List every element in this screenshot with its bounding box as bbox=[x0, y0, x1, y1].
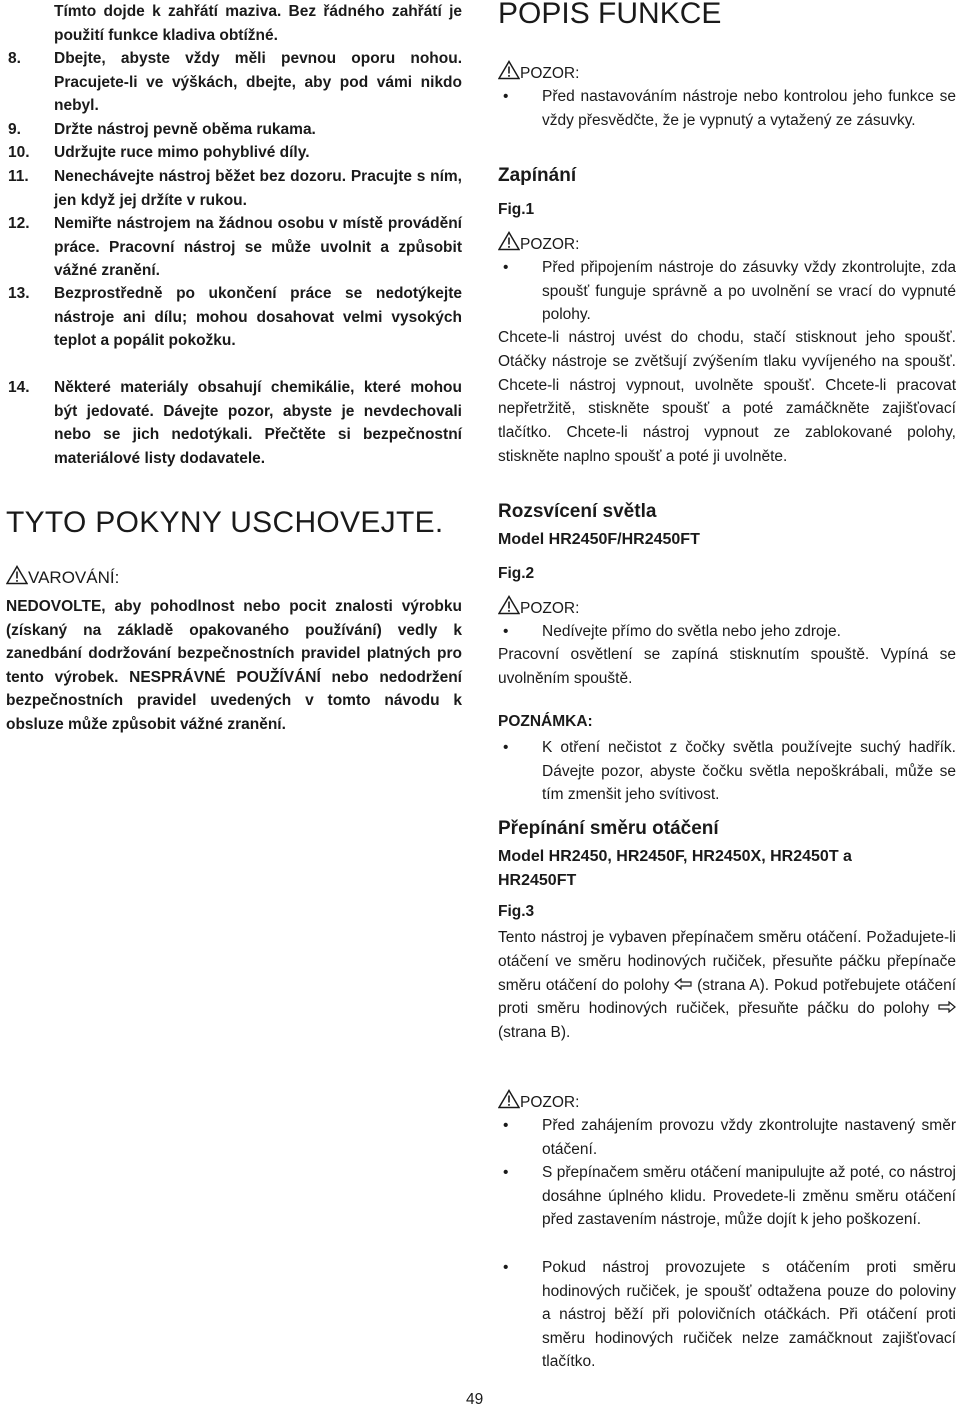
caution-heading bbox=[498, 595, 579, 620]
bullet-text: K otření nečistot z čočky světla používejte suchý hadřík. Dávejte pozor, abyste čočku světla nepoškrábali, může se tím zmenšit jeho svítivost. bbox=[542, 739, 956, 803]
warning-icon bbox=[498, 595, 520, 615]
bullet-text: Nedívejte přímo do světla nebo jeho zdroje. bbox=[542, 623, 841, 640]
warning-text: NEDOVOLTE, aby pohodlnost nebo pocit znalosti výrobku (získaný na základě opakovaného používání) vedly k zanedbání dodržování bezpečnostních pravidel platných pro tento výrobek. NESPRÁVNÉ POUŽÍVÁNÍ nebo nedodržení bezpečnostních pravidel uvedených v tomto návodu k obsluze může způsobit vážné zranění. bbox=[6, 598, 462, 733]
figure-ref: Fig.1 bbox=[498, 201, 535, 218]
reverse-model: Model HR2450, HR2450F, HR2450X, HR2450T a HR2450FT bbox=[498, 848, 852, 889]
reverse-text bbox=[498, 926, 956, 1045]
item-text: Bezprostředně po ukončení práce se nedotýkejte nástroje ani dílu; mohou dosahovat velmi vysokých teplot a popálit pokožku. bbox=[54, 285, 462, 349]
caution-label: POZOR: bbox=[520, 65, 580, 82]
bullet-text: S přepínačem směru otáčení manipulujte až poté, co nástroj dosáhne úplného klidu. Provedete-li změnu směru otáčení před zastavením nástroje, může dojít k jeho poškození. bbox=[542, 1164, 956, 1228]
item-text: Nenechávejte nástroj běžet bez dozoru. Pracujte s ním, jen když jej držíte v rukou. bbox=[54, 168, 462, 209]
bullet: • bbox=[503, 1259, 509, 1276]
item-number: 13. bbox=[8, 285, 30, 302]
warning-label: VAROVÁNÍ: bbox=[28, 568, 120, 587]
bullet: • bbox=[503, 739, 509, 756]
bullet: • bbox=[503, 1164, 509, 1181]
caution-heading bbox=[498, 231, 579, 256]
bullet: • bbox=[503, 88, 509, 105]
warning-icon bbox=[498, 60, 520, 80]
warning-icon bbox=[498, 1089, 520, 1109]
bullet: • bbox=[503, 1117, 509, 1134]
reverse-text-a: Tento nástroj je vybaven přepínačem směru otáčení. Požadujete-li otáčení ve směru hodinových ručiček, přesuňte páčku přepínače směru otáčení do polohy bbox=[498, 929, 956, 994]
item-number: 11. bbox=[8, 168, 29, 185]
item-text: Držte nástroj pevně oběma rukama. bbox=[54, 121, 316, 138]
bullet-text: Pokud nástroj provozujete s otáčením proti směru hodinových ručiček, je spoušť odtažena pouze do poloviny a nástroj běží při polovičních otáčkách. Při otáčení proti směru hodinových ručiček nelze zamáčknout zajišťovací tlačítko. bbox=[542, 1259, 956, 1370]
item-number: 10. bbox=[8, 144, 30, 161]
bullet-text: Před nastavováním nástroje nebo kontrolou jeho funkce se vždy přesvědčte, že je vypnutý a vytažený ze zásuvky. bbox=[542, 88, 956, 129]
page-number: 49 bbox=[466, 1391, 484, 1408]
bullet-text: Před zahájením provozu vždy zkontrolujte nastavený směr otáčení. bbox=[542, 1117, 956, 1158]
reverse-heading: Přepínání směru otáčení bbox=[498, 818, 719, 839]
warning-icon bbox=[6, 565, 28, 585]
arrow-right-icon bbox=[938, 1001, 956, 1013]
caution-label: POZOR: bbox=[520, 600, 580, 617]
caution-heading bbox=[498, 60, 579, 85]
switch-text: Chcete-li nástroj uvést do chodu, stačí stisknout jeho spoušť. Otáčky nástroje se zvětšují zvýšením tlaku vyvíjeného na spoušť. Chcete-li nástroj vypnout, uvolněte spoušť. Chcete-li pracovat nepřetržitě, stiskněte spoušť a poté zamáčkněte zajišťovací tlačítko. Chcete-li nástroj vypnout ze zablokované polohy, stiskněte naplno spoušť a poté ji uvolněte. bbox=[498, 329, 956, 465]
light-text: Pracovní osvětlení se zapíná stisknutím spouště. Vypíná se uvolněním spouště. bbox=[498, 646, 956, 687]
bullet-text: Před připojením nástroje do zásuvky vždy zkontrolujte, zda spoušť funguje správně a po uvolnění se vrací do vypnuté polohy. bbox=[542, 259, 956, 323]
item-number: 9. bbox=[8, 121, 21, 138]
caution-heading bbox=[498, 1089, 579, 1114]
caution-label: POZOR: bbox=[520, 1094, 580, 1111]
warning-heading bbox=[6, 565, 119, 590]
reverse-text-b: (strana A). Pokud potřebujete otáčení proti směru hodinových ručiček, přesuňte páčku do polohy bbox=[498, 976, 957, 1018]
figure-ref: Fig.2 bbox=[498, 565, 535, 582]
intro-text: Tímto dojde k zahřátí maziva. Bez řádného zahřátí je použití funkce kladiva obtížné. bbox=[54, 3, 462, 44]
switch-heading: Zapínání bbox=[498, 165, 577, 186]
item-text: Udržujte ruce mimo pohyblivé díly. bbox=[54, 144, 310, 161]
item-text: Některé materiály obsahují chemikálie, které mohou být jedovaté. Dávejte pozor, abyste je nevdechovali nebo se jich nedotýkali. Přečtěte si bezpečnostní materiálové listy dodavatele. bbox=[54, 379, 462, 467]
caution-label: POZOR: bbox=[520, 236, 580, 253]
item-text: Nemiřte nástrojem na žádnou osobu v místě provádění práce. Pracovní nástroj se může uvolnit a způsobit vážné zranění. bbox=[54, 215, 462, 279]
section-title: POPIS FUNKCE bbox=[498, 0, 722, 30]
item-number: 14. bbox=[8, 379, 30, 396]
save-instructions-heading: TYTO POKYNY USCHOVEJTE. bbox=[6, 506, 444, 539]
note-label: POZNÁMKA: bbox=[498, 713, 593, 730]
reverse-text-c: (strana B). bbox=[498, 1024, 571, 1042]
item-text: Dbejte, abyste vždy měli pevnou oporu nohou. Pracujete-li ve výškách, dbejte, aby pod vámi nikdo nebyl. bbox=[54, 50, 462, 114]
item-number: 8. bbox=[8, 50, 21, 67]
arrow-left-icon bbox=[674, 978, 692, 990]
light-heading: Rozsvícení světla bbox=[498, 501, 657, 522]
figure-ref: Fig.3 bbox=[498, 903, 535, 920]
item-number: 12. bbox=[8, 215, 30, 232]
warning-icon bbox=[498, 231, 520, 251]
bullet: • bbox=[503, 259, 509, 276]
light-model: Model HR2450F/HR2450FT bbox=[498, 531, 700, 548]
bullet: • bbox=[503, 623, 509, 640]
